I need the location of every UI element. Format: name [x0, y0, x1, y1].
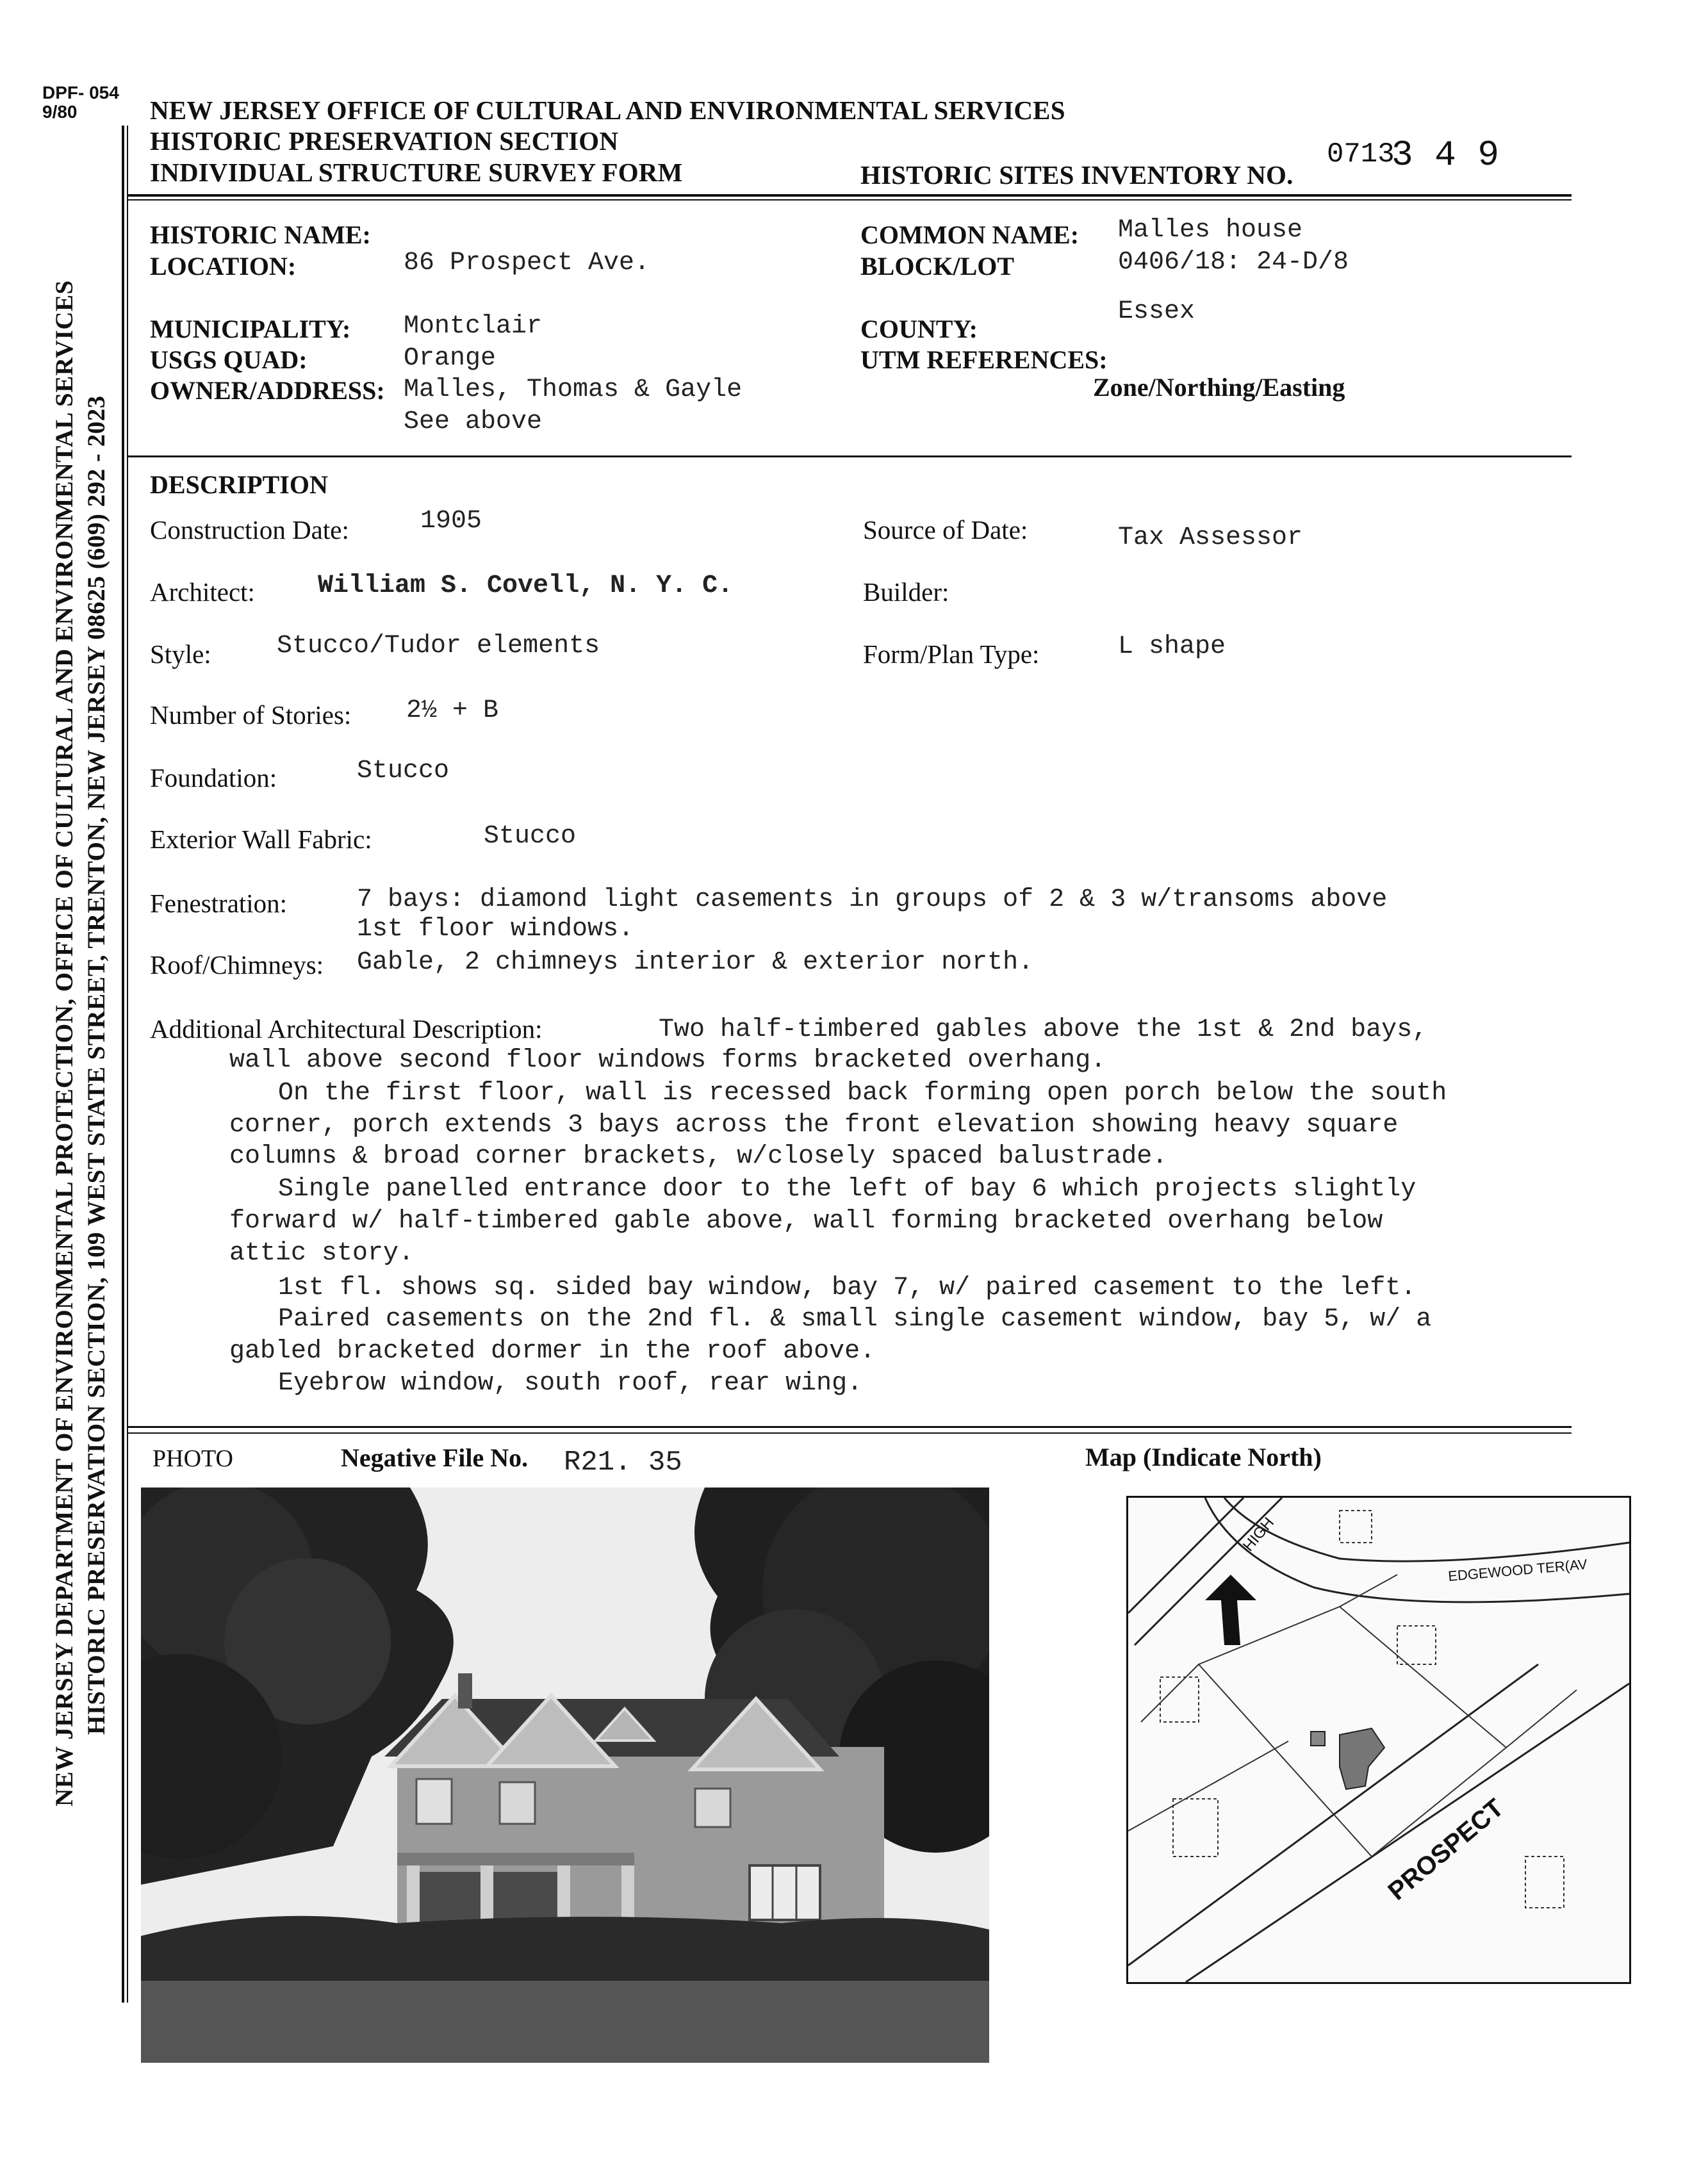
location-value: 86 Prospect Ave.: [404, 249, 650, 277]
house-photo: [141, 1488, 989, 2063]
additional-line-4: corner, porch extends 3 bays across the front elevation showing heavy square: [229, 1111, 1399, 1140]
source-of-date-label: Source of Date:: [863, 515, 1028, 545]
additional-description-label: Additional Architectural Description:: [150, 1014, 543, 1044]
header-rule-2: [128, 199, 1572, 201]
fenestration-value-1: 7 bays: diamond light casements in groups of 2 & 3 w/transoms above: [357, 885, 1388, 914]
section-title: HISTORIC PRESERVATION SECTION: [150, 126, 619, 156]
map-street-edgewood: EDGEWOOD TER(AV: [1447, 1556, 1588, 1584]
county-label: COUNTY:: [860, 315, 978, 343]
additional-line-10: Paired casements on the 2nd fl. & small single casement window, bay 5, w/ a: [278, 1305, 1432, 1334]
wall-fabric-value: Stucco: [484, 822, 577, 851]
municipality-value: Montclair: [404, 312, 543, 341]
architect-value: William S. Covell, N. Y. C.: [318, 571, 734, 600]
style-label: Style:: [150, 639, 211, 669]
form-code: DPF- 054: [42, 83, 119, 102]
additional-line-12: Eyebrow window, south roof, rear wing.: [278, 1369, 863, 1398]
form-plan-label: Form/Plan Type:: [863, 639, 1040, 669]
negative-file-value: R21. 35: [564, 1447, 682, 1479]
description-heading: DESCRIPTION: [150, 470, 328, 499]
block-lot-label: BLOCK/LOT: [860, 252, 1015, 281]
north-arrow-icon: [1205, 1575, 1256, 1645]
municipality-label: MUNICIPALITY:: [150, 315, 351, 343]
common-name-label: COMMON NAME:: [860, 220, 1080, 249]
fenestration-label: Fenestration:: [150, 889, 288, 918]
owner-address-value: See above: [404, 407, 543, 436]
stories-value: 2½ + B: [406, 696, 499, 725]
location-map-drawing: [1128, 1498, 1629, 1982]
wall-fabric-label: Exterior Wall Fabric:: [150, 824, 372, 854]
additional-line-9: 1st fl. shows sq. sided bay window, bay 7, w/ paired casement to the left.: [278, 1274, 1416, 1302]
additional-line-8: attic story.: [229, 1239, 415, 1268]
additional-line-5: columns & broad corner brackets, w/closely spaced balustrade.: [229, 1142, 1168, 1171]
common-name-value: Malles house: [1118, 216, 1303, 245]
header-rule: [128, 194, 1572, 197]
builder-label: Builder:: [863, 577, 949, 607]
utm-label: UTM REFERENCES:: [860, 345, 1108, 374]
construction-date-value: 1905: [420, 507, 482, 536]
stories-label: Number of Stories:: [150, 700, 352, 730]
location-label: LOCATION:: [150, 252, 297, 281]
fenestration-value-2: 1st floor windows.: [357, 915, 634, 944]
form-plan-value: L shape: [1118, 632, 1226, 661]
photo-label: PHOTO: [152, 1445, 233, 1472]
location-map: [1126, 1496, 1631, 1984]
sidebar-address-line: HISTORIC PRESERVATION SECTION, 109 WEST STATE STREET, TRENTON, NEW JERSEY 08625 (609) 292 - 2023: [83, 395, 110, 1735]
foundation-label: Foundation:: [150, 763, 277, 792]
utm-subtitle: Zone/Northing/Easting: [1093, 373, 1345, 402]
source-of-date-value: Tax Assessor: [1118, 523, 1303, 552]
owner-label: OWNER/ADDRESS:: [150, 376, 385, 405]
block-lot-value: 0406/18: 24-D/8: [1118, 248, 1349, 277]
map-label: Map (Indicate North): [1085, 1443, 1322, 1471]
photo-rule: [128, 1432, 1572, 1434]
additional-line-11: gabled bracketed dormer in the roof above.: [229, 1337, 876, 1366]
additional-line-6: Single panelled entrance door to the left of bay 6 which projects slightly: [278, 1175, 1416, 1204]
description-rule: [128, 1426, 1572, 1428]
usgs-label: USGS QUAD:: [150, 345, 308, 374]
map-street-prospect: PROSPECT: [1383, 1793, 1509, 1906]
inventory-number-prefix: 0713: [1327, 138, 1395, 170]
roof-value: Gable, 2 chimneys interior & exterior north.: [357, 948, 1034, 977]
sidebar-department-line: NEW JERSEY DEPARTMENT OF ENVIRONMENTAL PROTECTION, OFFICE OF CULTURAL AND ENVIRONMENTAL SERVICES: [51, 280, 78, 1807]
historic-name-label: HISTORIC NAME:: [150, 220, 371, 249]
additional-line-7: forward w/ half-timbered gable above, wall forming bracketed overhang below: [229, 1207, 1383, 1236]
form-date: 9/80: [42, 102, 78, 122]
negative-file-label: Negative File No.: [341, 1443, 529, 1472]
foundation-value: Stucco: [357, 757, 450, 785]
additional-line-1: Two half-timbered gables above the 1st & 2nd bays,: [659, 1015, 1428, 1044]
inventory-label: HISTORIC SITES INVENTORY NO.: [860, 160, 1293, 190]
additional-line-3: On the first floor, wall is recessed back forming open porch below the south: [278, 1079, 1447, 1108]
identification-rule: [128, 455, 1572, 457]
left-margin-rule-inner: [127, 126, 128, 2003]
construction-date-label: Construction Date:: [150, 515, 349, 545]
county-value: Essex: [1118, 297, 1195, 326]
owner-value: Malles, Thomas & Gayle: [404, 375, 743, 404]
style-value: Stucco/Tudor elements: [277, 632, 600, 660]
roof-label: Roof/Chimneys:: [150, 950, 324, 980]
architect-label: Architect:: [150, 577, 255, 607]
form-title: INDIVIDUAL STRUCTURE SURVEY FORM: [150, 158, 683, 187]
inventory-number-suffix: 3 4 9: [1392, 135, 1500, 176]
agency-title: NEW JERSEY OFFICE OF CULTURAL AND ENVIRONMENTAL SERVICES: [150, 95, 1065, 125]
usgs-value: Orange: [404, 344, 497, 373]
house-photo-image: [141, 1488, 989, 2063]
left-margin-rule: [122, 126, 124, 2003]
additional-line-2: wall above second floor windows forms bracketed overhang.: [229, 1046, 1106, 1075]
map-street-high: HIGH: [1239, 1514, 1278, 1555]
